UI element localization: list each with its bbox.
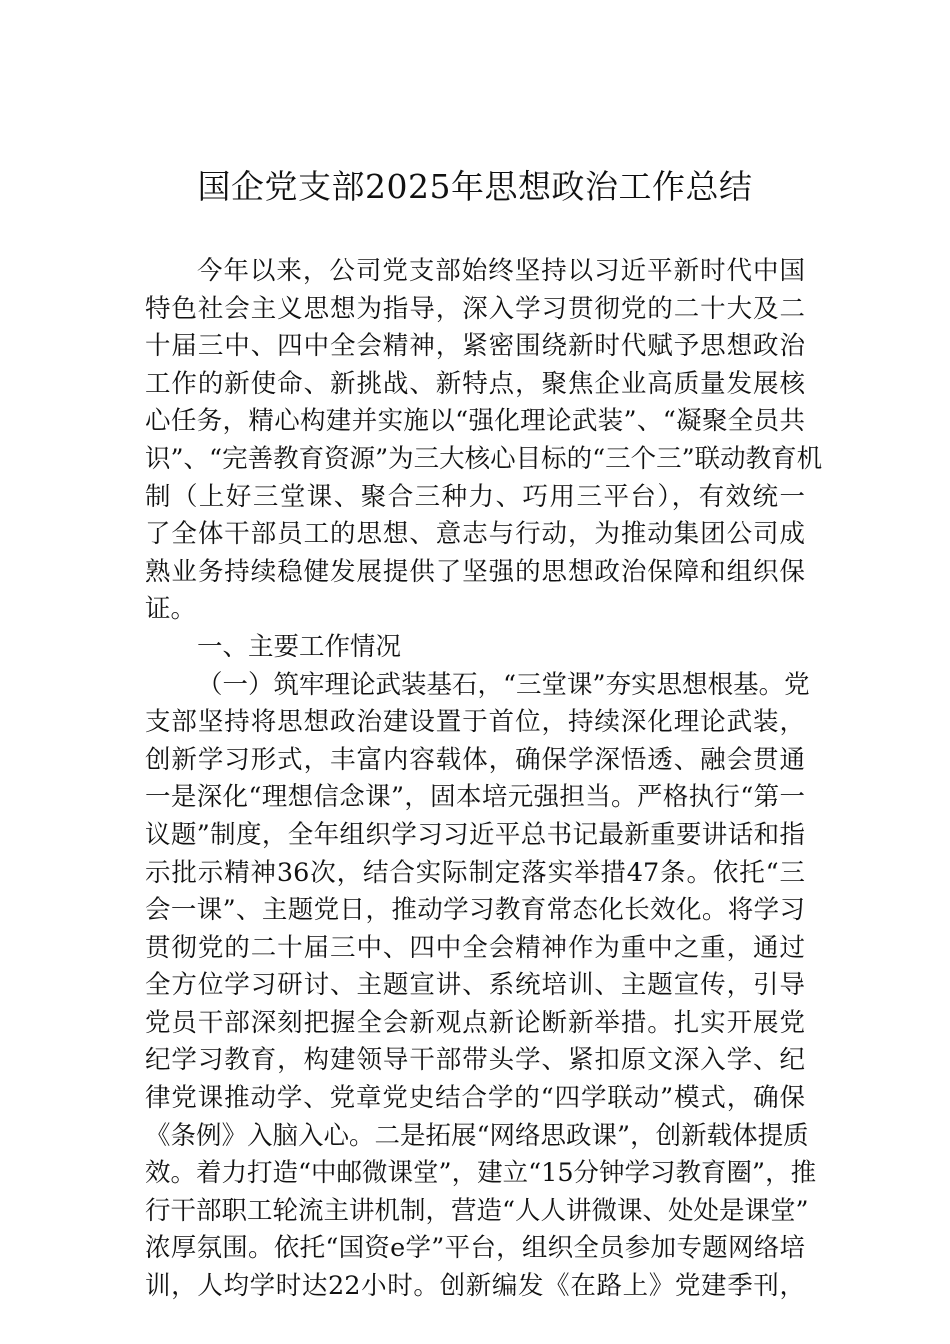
text-line: 熟业务持续稳健发展提供了坚强的思想政治保障和组织保 <box>145 556 805 587</box>
text-line: 议题”制度，全年组织学习习近平总书记最新重要讲话和指 <box>145 819 805 850</box>
text-line: 《条例》入脑入心。二是拓展“网络思政课”，创新载体提质 <box>145 1120 809 1151</box>
text-line: （一）筑牢理论武装基石，“三堂课”夯实思想根基。党 <box>197 669 810 700</box>
text-line: 识”、“完善教育资源”为三大核心目标的“三个三”联动教育机 <box>145 443 823 474</box>
text-line: 浓厚氛围。依托“国资e学”平台，组织全员参加专题网络培 <box>145 1233 805 1264</box>
document-body <box>145 253 823 1306</box>
text-line: 纪学习教育，构建领导干部带头学、紧扣原文深入学、纪 <box>145 1045 805 1076</box>
text-line: 一是深化“理想信念课”，固本培元强担当。严格执行“第一 <box>145 782 805 813</box>
text-line: 今年以来，公司党支部始终坚持以习近平新时代中国 <box>197 256 805 286</box>
text-line: 会一课”、主题党日，推动学习教育常态化长效化。将学习 <box>145 895 805 926</box>
text-line: 示批示精神36次，结合实际制定落实举措47条。依托“三 <box>145 857 805 888</box>
text-line: 证。 <box>145 594 197 625</box>
text-line: 制（上好三堂课、聚合三种力、巧用三平台），有效统一 <box>145 481 805 512</box>
text-line: 十届三中、四中全会精神，紧密围绕新时代赋予思想政治 <box>145 331 805 362</box>
text-line: 行干部职工轮流主讲机制，营造“人人讲微课、处处是课堂” <box>145 1195 809 1226</box>
text-line: 全方位学习研讨、主题宣讲、系统培训、主题宣传，引导 <box>145 970 805 1001</box>
text-line: 党员干部深刻把握全会新观点新论断新举措。扎实开展党 <box>145 1007 805 1038</box>
text-line: 贯彻党的二十届三中、四中全会精神作为重中之重，通过 <box>145 932 805 963</box>
text-line: 创新学习形式，丰富内容载体，确保学深悟透、融会贯通 <box>145 744 805 775</box>
text-line: 心任务，精心构建并实施以“强化理论武装”、“凝聚全员共 <box>145 406 805 437</box>
section-1-paragraph <box>145 667 817 1306</box>
text-line: 律党课推动学、党章党史结合学的“四学联动”模式，确保 <box>145 1083 805 1114</box>
document-title: 国企党支部2025年思想政治工作总结 <box>197 167 753 206</box>
intro-paragraph <box>145 253 823 629</box>
section-heading: 一、主要工作情况 <box>197 631 402 662</box>
text-line: 支部坚持将思想政治建设置于首位，持续深化理论武装， <box>145 707 805 738</box>
text-line: 特色社会主义思想为指导，深入学习贯彻党的二十大及二 <box>145 293 805 324</box>
text-line: 工作的新使命、新挑战、新特点，聚焦企业高质量发展核 <box>145 368 805 399</box>
text-line: 训，人均学时达22小时。创新编发《在路上》党建季刊， <box>145 1271 805 1302</box>
text-line: 效。着力打造“中邮微课堂”，建立“15分钟学习教育圈”，推 <box>145 1158 817 1189</box>
text-line: 了全体干部员工的思想、意志与行动，为推动集团公司成 <box>145 519 805 550</box>
